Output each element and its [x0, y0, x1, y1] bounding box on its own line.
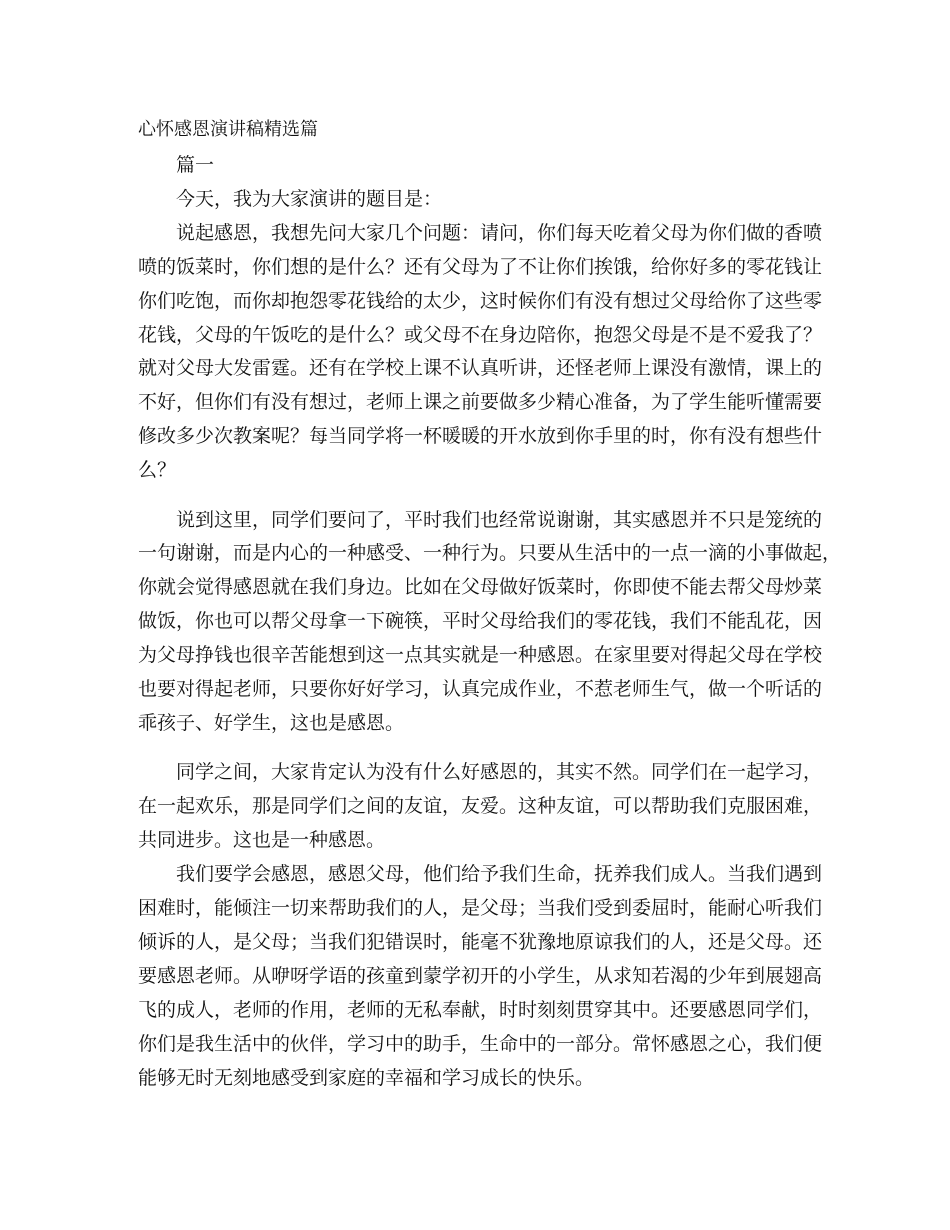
text-line: 就对父母大发雷霆。还有在学校上课不认真听讲，还怪老师上课没有激情，课上的	[138, 357, 823, 379]
text-line: 不好，但你们有没有想过，老师上课之前要做多少精心准备，为了学生能听懂需要	[138, 391, 823, 413]
text-line: 么？	[138, 459, 177, 481]
text-line: 困难时，能倾注一切来帮助我们的人，是父母；当我们受到委屈时，能耐心听我们	[138, 897, 823, 919]
text-line: 你们是我生活中的伙伴，学习中的助手，生命中的一部分。常怀感恩之心，我们便	[138, 1033, 823, 1055]
text-line: 做饭，你也可以帮父母拿一下碗筷，平时父母给我们的零花钱，我们不能乱花，因	[138, 610, 823, 632]
text-line: 能够无时无刻地感受到家庭的幸福和学习成长的快乐。	[138, 1067, 595, 1089]
text-line: 一句谢谢，而是内心的一种感受、一种行为。只要从生活中的一点一滴的小事做起，	[138, 542, 842, 564]
text-line: 也要对得起老师，只要你好好学习，认真完成作业，不惹老师生气，做一个听话的	[138, 678, 823, 700]
text-line: 说到这里，同学们要问了，平时我们也经常说谢谢，其实感恩并不只是笼统的	[176, 509, 823, 531]
text-line: 你就会觉得感恩就在我们身边。比如在父母做好饭菜时，你即使不能去帮父母炒菜	[138, 576, 823, 598]
text-line: 共同进步。这也是一种感恩。	[138, 829, 386, 851]
document-title: 心怀感恩演讲稿精选篇	[138, 119, 318, 140]
text-line: 今天，我为大家演讲的题目是：	[176, 188, 443, 210]
text-line: 花钱，父母的午饭吃的是什么？或父母不在身边陪你，抱怨父母是不是不爱我了？	[138, 324, 823, 346]
text-line: 我们要学会感恩，感恩父母，他们给予我们生命，抚养我们成人。当我们遇到	[176, 863, 823, 885]
text-line: 要感恩老师。从咿呀学语的孩童到蒙学初开的小学生，从求知若渴的少年到展翅高	[138, 965, 823, 987]
text-line: 说起感恩，我想先问大家几个问题：请问，你们每天吃着父母为你们做的香喷	[176, 222, 823, 244]
text-line: 修改多少次教案呢？每当同学将一杯暖暖的开水放到你手里的时，你有没有想些什	[138, 425, 823, 447]
text-line: 为父母挣钱也很辛苦能想到这一点其实就是一种感恩。在家里要对得起父母在学校	[138, 644, 823, 666]
section-label: 篇一	[176, 154, 215, 176]
text-line: 在一起欢乐，那是同学们之间的友谊，友爱。这种友谊，可以帮助我们克服困难，	[138, 795, 823, 817]
text-line: 你们吃饱，而你却抱怨零花钱给的太少，这时候你们有没有想过父母给你了这些零	[138, 290, 823, 312]
text-line: 飞的成人，老师的作用，老师的无私奉献，时时刻刻贯穿其中。还要感恩同学们，	[138, 999, 823, 1021]
text-line: 乖孩子、好学生，这也是感恩。	[138, 712, 405, 734]
text-line: 喷的饭菜时，你们想的是什么？还有父母为了不让你们挨饿，给你好多的零花钱让	[138, 256, 823, 278]
text-line: 倾诉的人，是父母；当我们犯错误时，能毫不犹豫地原谅我们的人，还是父母。还	[138, 931, 823, 953]
text-line: 同学之间，大家肯定认为没有什么好感恩的，其实不然。同学们在一起学习，	[176, 761, 823, 783]
